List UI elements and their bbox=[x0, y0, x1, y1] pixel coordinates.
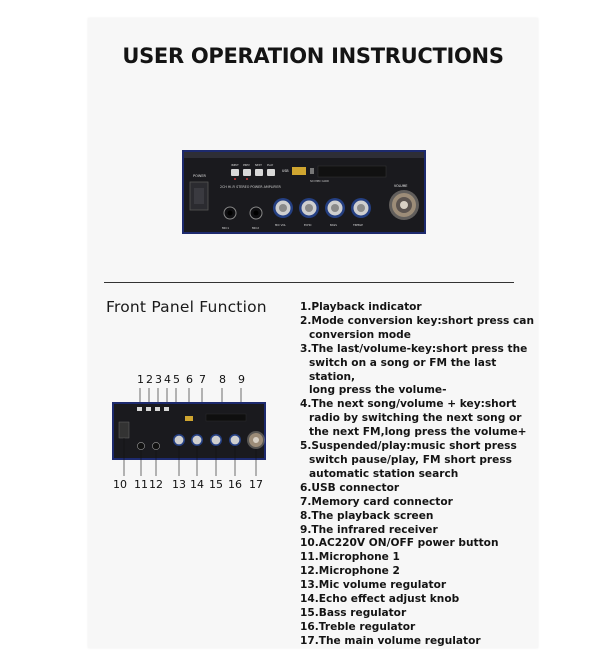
list-item: 14.Echo effect adjust knob bbox=[300, 593, 460, 606]
list-item: 8.The playback screen bbox=[300, 509, 434, 522]
amplifier-front-photo bbox=[182, 150, 426, 234]
svg-text:PLAY: PLAY bbox=[267, 164, 274, 167]
svg-text:PREV: PREV bbox=[243, 164, 250, 167]
list-item: 10.AC220V ON/OFF power button bbox=[300, 537, 499, 550]
section-divider bbox=[104, 282, 514, 283]
section-title: Front Panel Function bbox=[106, 298, 267, 316]
usb-label: USB bbox=[282, 169, 289, 173]
list-item: 15.Bass regulator bbox=[300, 606, 407, 619]
list-item: 11.Microphone 1 bbox=[300, 551, 400, 564]
brand-line: 2CH Hi-Fi STEREO POWER AMPLIFIER bbox=[220, 185, 281, 189]
list-item: 6.USB connector bbox=[300, 481, 400, 494]
power-label: POWER bbox=[193, 174, 206, 178]
list-item: 1.Playback indicator bbox=[300, 301, 422, 313]
list-item: 16.Treble regulator bbox=[300, 620, 416, 633]
svg-text:MIC VOL: MIC VOL bbox=[275, 224, 286, 227]
page-title: USER OPERATION INSTRUCTIONS bbox=[122, 44, 504, 68]
list-item: 7.Memory card connector bbox=[300, 495, 453, 508]
svg-text:MIC2: MIC2 bbox=[252, 226, 259, 230]
svg-text:NEXT: NEXT bbox=[255, 164, 262, 167]
svg-text:MIC1: MIC1 bbox=[222, 226, 229, 230]
list-item: 17.The main volume regulator bbox=[300, 634, 481, 647]
svg-text:TREBLE: TREBLE bbox=[353, 224, 363, 227]
list-item: 5.Suspended/play:music short press switch pause/play, FM short press automatic station search bbox=[300, 440, 517, 480]
list-item: 3.The last/volume-key:short press the switch on a song or FM the last station, long press the volume- bbox=[300, 342, 528, 397]
power-button bbox=[194, 188, 204, 204]
amplifier-diagram bbox=[106, 376, 270, 486]
instruction-sheet: USER OPERATION INSTRUCTIONS POWER 2CH Hi-Fi STEREO POWER AMPLIFIER INPUT PREV NEXT PLAY USB SD MMC CARD MIC1 MIC2 MIC VOL ECHO BASS TREBLE VOLUME Front Panel Function 1 2 3 4 5 6 7 8 9 10 11 12 13 14 15 16 17 1.Playback indicator 2.Mode conversion key:short press can conversion mode 3.The last/volume-key:short press the switch on a song or FM the last station, long press the volume- 4.The next song/volume + key:short radio by switching the next song or the next FM,long press the volume+ 5.Suspended/play:music short press switch pause/play, FM short press automatic station search 6.USB connector 7.Memory card connector 8.The playback screen 9.The infrared receiver 10.AC220V ON/OFF power button 11.Microphone 1 12.Microphone 2 13.Mic volume regulator 14.Echo effect adjust knob 15.Bass regulator 16.Treble regulator 17.The main volume regulator bbox=[88, 18, 538, 648]
svg-text:ECHO: ECHO bbox=[304, 224, 312, 227]
svg-text:INPUT: INPUT bbox=[231, 164, 239, 167]
list-item: 9.The infrared receiver bbox=[300, 523, 438, 536]
display-screen bbox=[318, 166, 386, 177]
list-item: 12.Microphone 2 bbox=[300, 565, 400, 578]
function-list bbox=[300, 301, 538, 649]
volume-label: VOLUME bbox=[394, 184, 408, 188]
list-item: 2.Mode conversion key:short press can conversion mode bbox=[300, 314, 534, 341]
usb-port bbox=[292, 167, 306, 175]
list-item: 13.Mic volume regulator bbox=[300, 579, 447, 592]
sd-label: SD MMC CARD bbox=[310, 180, 329, 183]
svg-text:BASS: BASS bbox=[330, 224, 337, 227]
list-item: 4.The next song/volume + key:short radio by switching the next song or the next FM,long press the volume+ bbox=[300, 398, 527, 439]
